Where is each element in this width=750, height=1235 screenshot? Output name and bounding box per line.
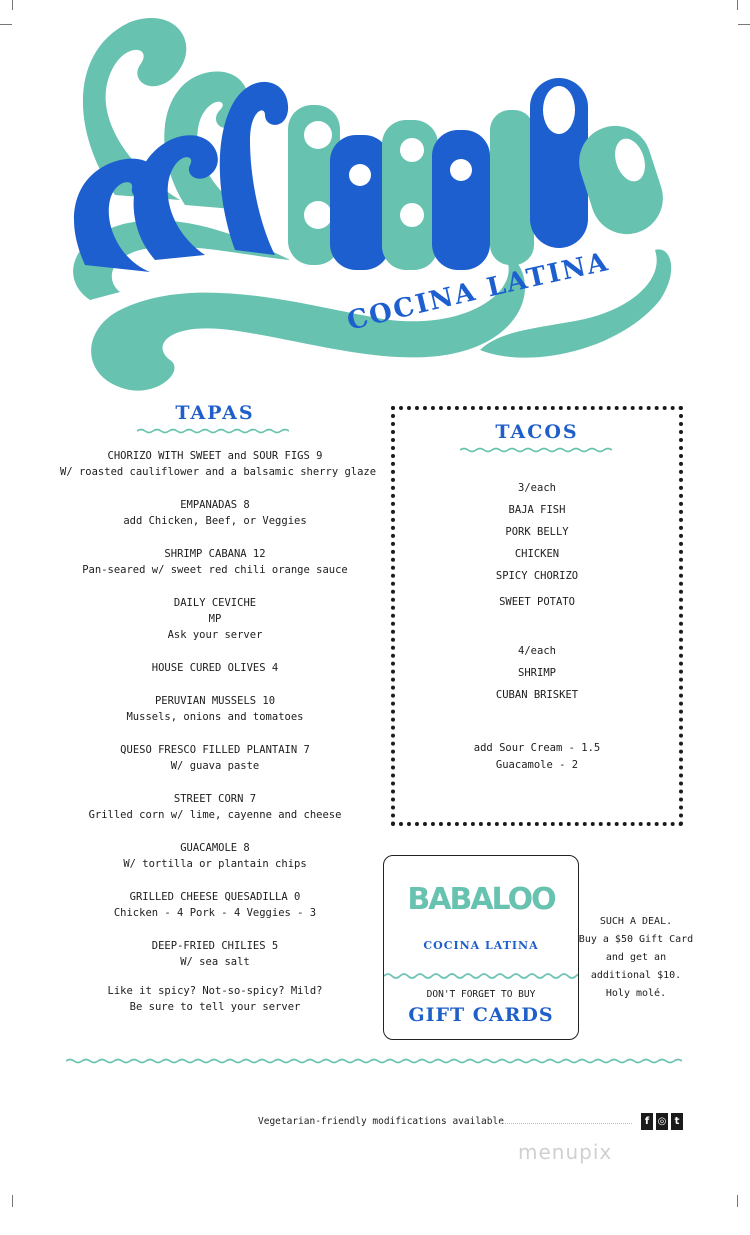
tacos-addons bbox=[391, 740, 683, 774]
note-line: Like it spicy? Not-so-spicy? Mild? bbox=[107, 985, 323, 997]
item-name: SHRIMP CABANA 12 bbox=[164, 548, 266, 560]
item-description: Chicken - 4 Pork - 4 Veggies - 3 bbox=[113, 907, 317, 919]
watermark: menupix bbox=[518, 1140, 613, 1164]
vegetarian-note: Vegetarian-friendly modifications available bbox=[258, 1116, 504, 1127]
item-description: W/ sea salt bbox=[180, 956, 250, 968]
instagram-icon[interactable]: ◎ bbox=[656, 1113, 668, 1130]
facebook-icon[interactable]: f bbox=[641, 1113, 653, 1130]
brand-logo bbox=[60, 10, 700, 400]
item-name: DEEP-FRIED CHILIES 5 bbox=[151, 940, 279, 952]
menu-item bbox=[60, 660, 370, 676]
menu-item bbox=[60, 889, 370, 921]
taco-price: 4/each bbox=[518, 645, 556, 657]
menu-item bbox=[60, 840, 370, 872]
gift-deal bbox=[578, 913, 694, 1003]
crop-mark bbox=[12, 1195, 13, 1207]
item-name: EMPANADAS 8 bbox=[180, 499, 250, 511]
taco-price: 3/each bbox=[518, 482, 556, 494]
item-description: Grilled corn w/ lime, cayenne and cheese bbox=[88, 809, 342, 821]
taco-item: SPICY CHORIZO bbox=[495, 570, 579, 582]
deal-line: Buy a $50 Gift Card bbox=[578, 934, 694, 945]
wave-divider bbox=[460, 447, 612, 453]
item-description: Mussels, onions and tomatoes bbox=[126, 711, 304, 723]
tacos-group-3 bbox=[391, 477, 683, 587]
menu-item bbox=[60, 742, 370, 774]
twitter-icon[interactable]: t bbox=[671, 1113, 683, 1130]
item-name: STREET CORN 7 bbox=[173, 793, 257, 805]
spice-note bbox=[60, 983, 370, 1015]
note-line: Be sure to tell your server bbox=[129, 1001, 301, 1013]
dotted-rule bbox=[500, 1123, 632, 1124]
item-description: Pan-seared w/ sweet red chili orange sauce bbox=[82, 564, 348, 576]
menu-item bbox=[60, 938, 370, 970]
menu-item bbox=[60, 546, 370, 578]
gift-forget-text: DON'T FORGET TO BUY bbox=[426, 989, 536, 1000]
logo-tagline: COCINA LATINA bbox=[344, 250, 613, 337]
taco-item: SWEET POTATO bbox=[499, 596, 575, 608]
crop-mark bbox=[737, 1195, 738, 1207]
menu-item bbox=[60, 595, 370, 643]
addon-line: add Sour Cream - 1.5 bbox=[473, 742, 601, 754]
tapas-list bbox=[60, 448, 377, 1032]
gift-card bbox=[383, 855, 579, 1040]
addon-line: Guacamole - 2 bbox=[495, 759, 579, 771]
crop-mark bbox=[737, 0, 738, 10]
item-name: QUESO FRESCO FILLED PLANTAIN 7 bbox=[120, 744, 310, 756]
item-name: CHORIZO WITH SWEET and SOUR FIGS 9 bbox=[107, 450, 323, 462]
item-name: HOUSE CURED OLIVES 4 bbox=[151, 662, 279, 674]
item-description: Ask your server bbox=[167, 629, 263, 641]
deal-line: SUCH A DEAL. bbox=[599, 916, 673, 927]
menu-item bbox=[60, 497, 370, 529]
taco-item: CUBAN BRISKET bbox=[495, 689, 579, 701]
gift-card-tagline: COCINA LATINA bbox=[423, 939, 539, 952]
deal-line: Holy molé. bbox=[605, 988, 667, 999]
item-description: W/ tortilla or plantain chips bbox=[123, 858, 307, 870]
menu-item bbox=[60, 791, 370, 823]
wave-divider bbox=[66, 1058, 682, 1064]
item-name: GUACAMOLE 8 bbox=[180, 842, 250, 854]
item-name: PERUVIAN MUSSELS 10 bbox=[154, 695, 276, 707]
taco-item: CHICKEN bbox=[514, 548, 560, 560]
taco-item: PORK BELLY bbox=[505, 526, 569, 538]
tacos-group-4 bbox=[391, 640, 683, 706]
logo-tagline-graphic bbox=[340, 250, 660, 340]
item-price: MP bbox=[208, 613, 222, 625]
svg-text:COCINA LATINA bbox=[344, 250, 612, 337]
item-name: DAILY CEVICHE bbox=[173, 597, 257, 609]
deal-line: additional $10. bbox=[590, 970, 682, 981]
wave-divider bbox=[137, 428, 289, 434]
menu-item bbox=[60, 693, 370, 725]
tacos-title: TACOS bbox=[495, 421, 579, 443]
item-name: GRILLED CHEESE QUESADILLA 0 bbox=[129, 891, 301, 903]
menu-item bbox=[60, 448, 377, 480]
taco-item: BAJA FISH bbox=[508, 504, 566, 516]
wave-divider bbox=[384, 972, 579, 980]
crop-mark bbox=[0, 24, 12, 25]
gift-card-logo: BABALOO bbox=[407, 882, 555, 917]
item-description: W/ roasted cauliflower and a balsamic sherry glaze bbox=[60, 466, 377, 478]
tapas-title: TAPAS bbox=[175, 402, 255, 424]
crop-mark bbox=[738, 24, 750, 25]
gift-cards-headline: GIFT CARDS bbox=[408, 1004, 554, 1026]
item-description: add Chicken, Beef, or Veggies bbox=[123, 515, 307, 527]
deal-line: and get an bbox=[605, 952, 667, 963]
item-description: W/ guava paste bbox=[170, 760, 260, 772]
crop-mark bbox=[12, 0, 13, 10]
taco-item: SHRIMP bbox=[518, 667, 556, 679]
